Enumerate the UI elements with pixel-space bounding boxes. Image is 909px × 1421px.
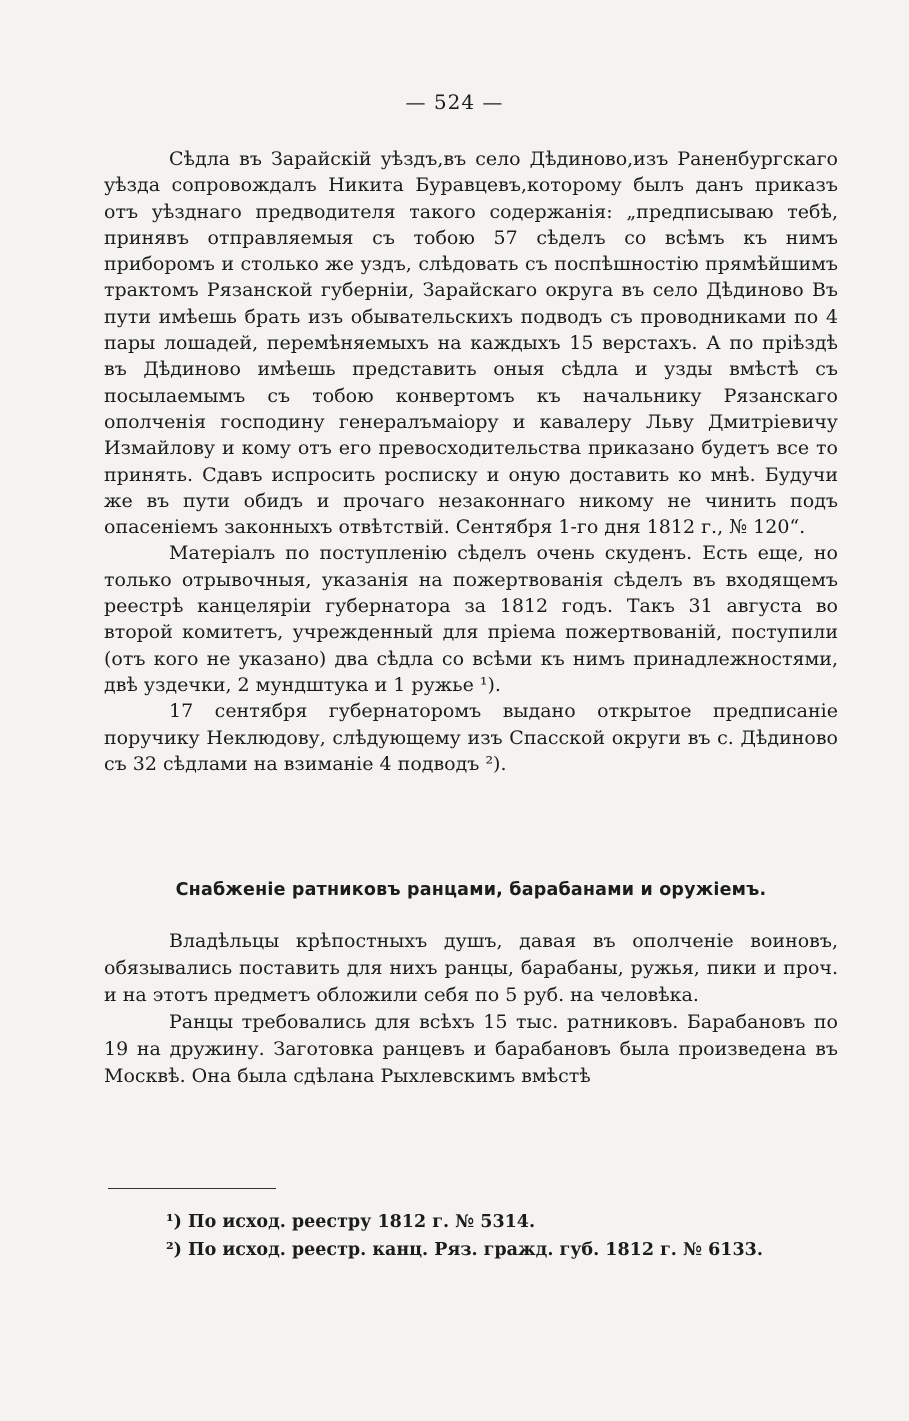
footnotes bbox=[166, 1208, 866, 1264]
section-text-block bbox=[104, 928, 838, 1090]
paragraph: Владѣльцы крѣпостныхъ душъ, давая въ ополченіе воиновъ, обязывались поставить для нихъ ранцы, барабаны, ружья, пики и проч. и на этотъ предметъ обложили себя по 5 руб. на человѣка. bbox=[104, 930, 838, 1006]
paragraph: Матеріалъ по поступленію сѣделъ очень скуденъ. Есть еще, но только отрывочныя, указанія на пожертвованія сѣделъ въ входящемъ реестрѣ канцеляріи губернатора за 1812 годъ. Такъ 31 августа во второй комитетъ, учрежденный для пріема пожертвованій, поступили (отъ кого не указано) два сѣдла со всѣми къ нимъ принадлежностями, двѣ уздечки, 2 мундштука и 1 ружье ¹). bbox=[104, 542, 838, 696]
footnote: ²) По исход. реестр. канц. Ряз. гражд. губ. 1812 г. № 6133. bbox=[166, 1240, 763, 1260]
section-heading: Снабженіе ратниковъ ранцами, барабанами и оружіемъ. bbox=[175, 880, 767, 900]
paragraph: Ранцы требовались для всѣхъ 15 тыс. ратниковъ. Барабановъ по 19 на дружину. Заготовка ранцевъ и барабановъ была произведена въ Москвѣ. Она была сдѣлана Рыхлевскимъ вмѣстѣ bbox=[104, 1011, 838, 1087]
main-text-block bbox=[104, 146, 838, 777]
footnote-divider bbox=[108, 1188, 276, 1189]
page-number: — 524 — bbox=[405, 90, 504, 114]
footnote: ¹) По исход. реестру 1812 г. № 5314. bbox=[166, 1212, 536, 1232]
paragraph: 17 сентября губернаторомъ выдано открытое предписаніе поручику Неклюдову, слѣдующему изъ Спасской округи въ с. Дѣдиново съ 32 сѣдлами на взиманіе 4 подводъ ²). bbox=[104, 700, 838, 775]
paragraph: Сѣдла въ Зарайскій уѣздъ,въ село Дѣдиново,изъ Раненбургскаго уѣзда сопровождалъ Никита Буравцевъ,которому былъ данъ приказъ отъ уѣзднаго предводителя такого содержанія: „предписываю тебѣ, принявъ отправляемыя съ тобою 57 сѣделъ со всѣмъ къ нимъ приборомъ и столько же уздъ, слѣдовать съ поспѣшностію прямѣйшимъ трактомъ Рязанской губерніи, Зарайскаго округа въ село Дѣдиново Въ пути имѣешь брать изъ обывательскихъ подводъ съ проводниками по 4 пары лошадей, перемѣняемыхъ на каждыхъ 15 верстахъ. А по пріѣздѣ въ Дѣдиново имѣешь представить оныя сѣдла и узды вмѣстѣ съ посылаемымъ съ тобою конвертомъ къ начальнику Рязанскаго ополченія господину генералъмаіору и кавалеру Льву Дмитріевичу Измайлову и кому отъ его превосходительства приказано будетъ все то принять. Сдавъ испросить росписку и оную доставить ко мнѣ. Будучи же въ пути обидъ и прочаго незаконнаго никому не чинить подъ опасеніемъ законныхъ отвѣтствій. Сентября 1-го дня 1812 г., № 120“. bbox=[104, 148, 838, 539]
